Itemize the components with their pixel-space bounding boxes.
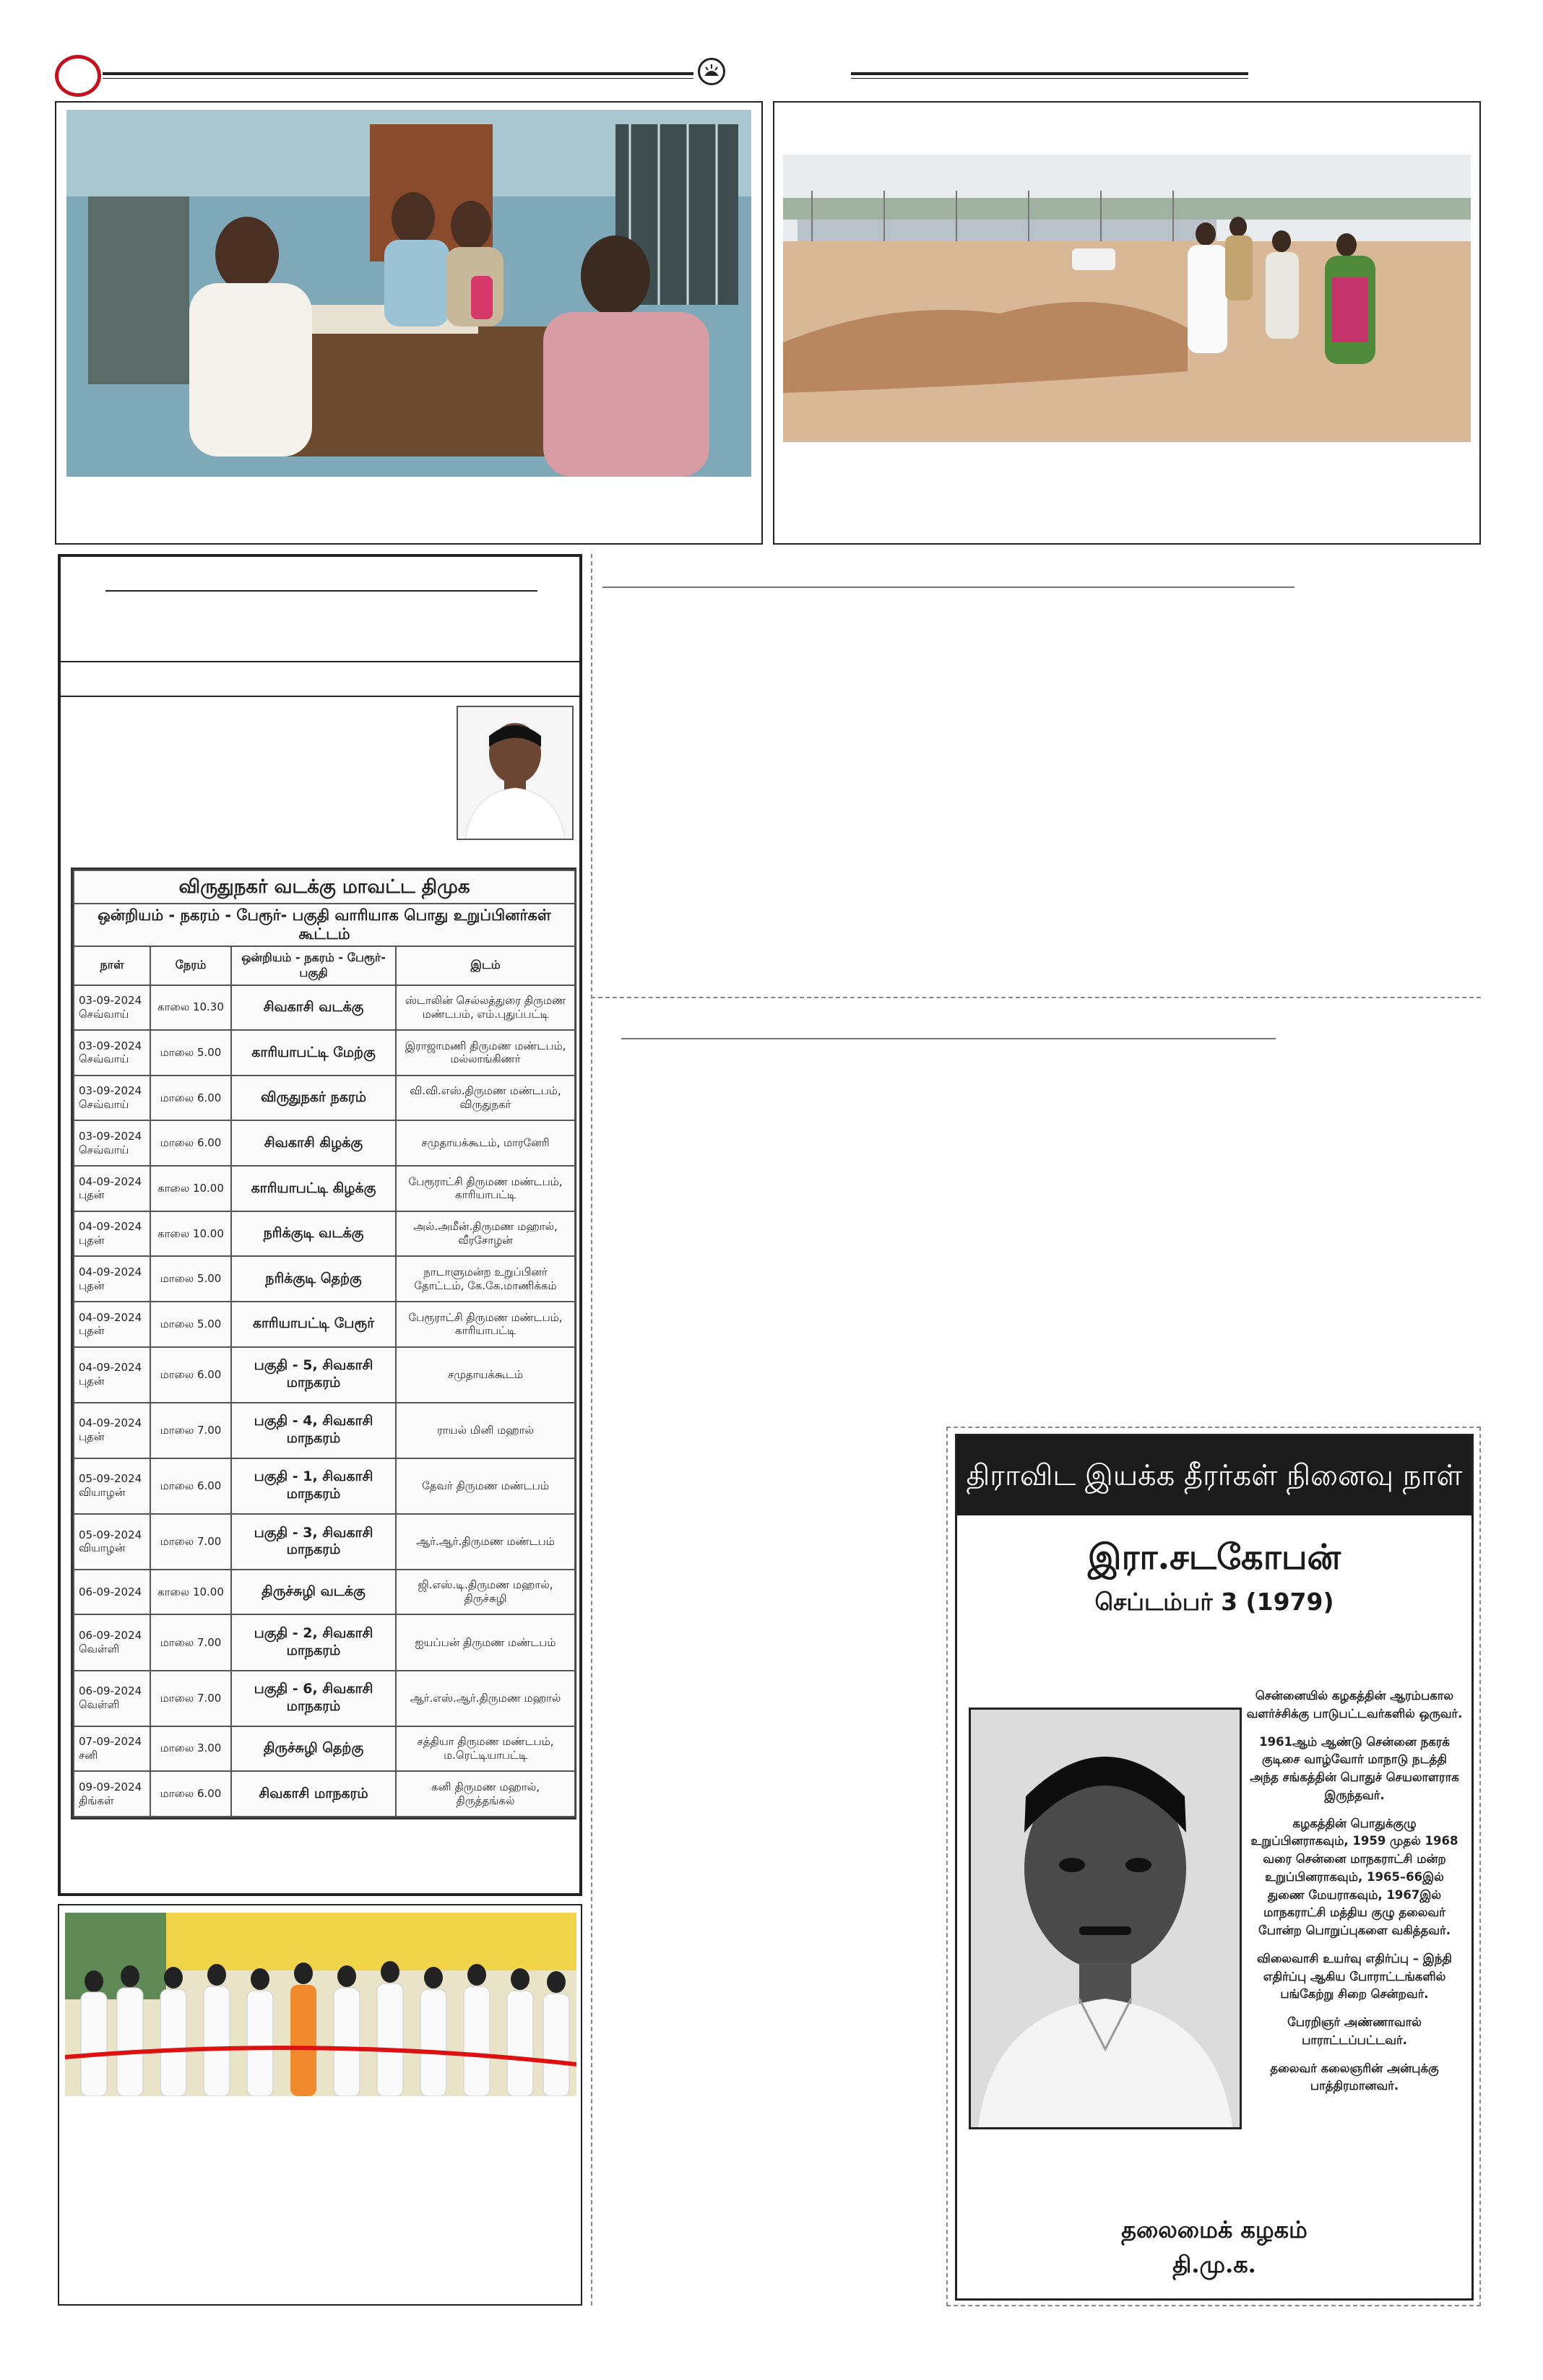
date-cell [74, 1614, 150, 1670]
date-value: 04-09-2024 [79, 1265, 142, 1278]
area-cell: நரிக்குடி தெற்கு [231, 1256, 396, 1302]
header-rule-right [851, 72, 1248, 75]
day-value: செவ்வாய் [79, 1007, 129, 1021]
area-cell: நரிக்குடி வடக்கு [231, 1211, 396, 1257]
table-row [74, 1076, 575, 1121]
page-number-marker [55, 55, 101, 97]
date-value: 03-09-2024 [79, 994, 142, 1008]
day-value: புதன் [79, 1324, 105, 1338]
time-cell: மாலை 3.00 [150, 1726, 231, 1772]
tribute-ad-outer [946, 1427, 1481, 2306]
table-row [74, 1671, 575, 1726]
header-rule-left-thin [103, 78, 693, 79]
portrait-photo [457, 706, 574, 840]
table-row [74, 1570, 575, 1615]
area-cell: பகுதி - 1, சிவகாசி மாநகரம் [231, 1458, 396, 1514]
venue-cell: ஆர்.ஆர்.திருமண மண்டபம் [396, 1514, 575, 1570]
venue-cell: பேரூராட்சி திருமண மண்டபம், காரியாபட்டி [396, 1166, 575, 1211]
venue-cell: கனி திருமண மஹால், திருத்தங்கல் [396, 1771, 575, 1817]
table-row [74, 1614, 575, 1670]
date-cell [74, 1120, 150, 1166]
article-separator-dashed [591, 997, 1481, 998]
area-cell: பகுதி - 5, சிவகாசி மாநகரம் [231, 1347, 396, 1403]
day-value: திங்கள் [79, 1793, 114, 1807]
time-cell: காலை 10.00 [150, 1211, 231, 1257]
date-cell [74, 1302, 150, 1347]
tribute-bio [1246, 1687, 1463, 2106]
venue-cell: ஐயப்பன் திருமண மண்டபம் [396, 1614, 575, 1670]
time-cell: காலை 10.30 [150, 985, 231, 1031]
time-cell: மாலை 7.00 [150, 1614, 231, 1670]
venue-cell: அல்.அமீன்.திருமண மஹால், வீரசோழன் [396, 1211, 575, 1257]
day-value: சனி [79, 1748, 98, 1762]
table-row [74, 1211, 575, 1257]
table-row [74, 1726, 575, 1772]
venue-cell: சமுதாயக்கூடம், மாரனேரி [396, 1120, 575, 1166]
bio-paragraph: தலைவர் கலைஞரின் அன்புக்கு பாத்திரமானவர். [1270, 2061, 1439, 2093]
table-row [74, 1302, 575, 1347]
column-header: ஒன்றியம் - நகரம் - பேரூர்- பகுதி [231, 946, 396, 985]
date-value: 06-09-2024 [79, 1629, 142, 1643]
area-cell: பகுதி - 2, சிவகாசி மாநகரம் [231, 1614, 396, 1670]
table-row [74, 1030, 575, 1076]
photo-ribbon-cutting [65, 1913, 576, 2096]
venue-cell: பேரூராட்சி திருமண மண்டபம், காரியாபட்டி [396, 1302, 575, 1347]
date-cell [74, 1211, 150, 1257]
time-cell: மாலை 5.00 [150, 1302, 231, 1347]
venue-cell: இராஜாமணி திருமண மண்டபம், மல்லாங்கிணர் [396, 1030, 575, 1076]
rising-sun-emblem-icon [698, 58, 725, 85]
table-row [74, 985, 575, 1031]
bio-paragraph: சென்னையில் கழகத்தின் ஆரம்பகால வளர்ச்சிக்கு பாடுபட்டவர்களில் ஒருவர். [1246, 1689, 1463, 1721]
venue-cell: சத்தியா திருமண மண்டபம், ம.ரெட்டியாபட்டி [396, 1726, 575, 1772]
table-row [74, 1120, 575, 1166]
time-cell: மாலை 6.00 [150, 1076, 231, 1121]
article-divider-1 [61, 661, 579, 662]
day-value: வியாழன் [79, 1486, 126, 1500]
tribute-date: செப்டம்பர் 3 (1979) [1094, 1588, 1334, 1616]
venue-cell: சமுதாயக்கூடம் [396, 1347, 575, 1403]
column-header: நாள் [74, 946, 150, 985]
header-rule-right-thin [851, 78, 1248, 79]
date-value: 07-09-2024 [79, 1735, 142, 1749]
day-value: வியாழன் [79, 1541, 126, 1555]
time-cell: காலை 10.00 [150, 1166, 231, 1211]
area-cell: காரியாபட்டி பேரூர் [231, 1302, 396, 1347]
schedule-title: விருதுநகர் வடக்கு மாவட்ட திமுக [74, 870, 575, 904]
area-cell: காரியாபட்டி கிழக்கு [231, 1166, 396, 1211]
schedule-article-box [58, 554, 582, 1896]
date-value: 04-09-2024 [79, 1361, 142, 1375]
date-value: 03-09-2024 [79, 1039, 142, 1052]
column-header: இடம் [396, 946, 575, 985]
date-value: 04-09-2024 [79, 1310, 142, 1324]
venue-cell: ராயல் மினி மஹால் [396, 1403, 575, 1458]
date-value: 03-09-2024 [79, 1084, 142, 1098]
area-cell: திருச்சுழி தெற்கு [231, 1726, 396, 1772]
date-value: 06-09-2024 [79, 1684, 142, 1698]
column-separator [591, 554, 592, 2306]
day-value: புதன் [79, 1278, 105, 1292]
date-value: 04-09-2024 [79, 1416, 142, 1430]
time-cell: மாலை 5.00 [150, 1256, 231, 1302]
table-row [74, 1771, 575, 1817]
area-cell: காரியாபட்டி மேற்கு [231, 1030, 396, 1076]
date-cell [74, 1076, 150, 1121]
tribute-name: இரா.சடகோபன் [1087, 1537, 1341, 1578]
day-value: புதன் [79, 1234, 105, 1247]
photo-office-meeting [66, 110, 751, 477]
article-divider-2 [61, 696, 579, 697]
area-cell: சிவகாசி மாநகரம் [231, 1771, 396, 1817]
date-value: 06-09-2024 [79, 1585, 142, 1598]
table-row [74, 1347, 575, 1403]
time-cell: மாலை 7.00 [150, 1514, 231, 1570]
area-cell: பகுதி - 3, சிவகாசி மாநகரம் [231, 1514, 396, 1570]
bio-paragraph: 1961ஆம் ஆண்டு சென்னை நகரக் குடிசை வாழ்வோர் மாநாடு நடத்தி அந்த சங்கத்தின் பொதுச் செயலாளராக இருந்தவர். [1250, 1734, 1459, 1802]
date-cell [74, 1771, 150, 1817]
day-value: செவ்வாய் [79, 1143, 129, 1156]
area-cell: திருச்சுழி வடக்கு [231, 1570, 396, 1615]
date-cell [74, 1726, 150, 1772]
bio-paragraph: கழகத்தின் பொதுக்குழு உறுப்பினராகவும், 1959 முதல் 1968 வரை சென்னை மாநகராட்சி மன்ற உறுப்பினராகவும், 1965–66இல் துணை மேயராகவும், 1967இல் மாநகராட்சி மத்திய குழு தலைவர் போன்ற பொறுப்புகளை வகித்தவர். [1250, 1816, 1458, 1937]
tribute-portrait [969, 1708, 1242, 2129]
time-cell: மாலை 7.00 [150, 1403, 231, 1458]
date-cell [74, 1347, 150, 1403]
article-rule-2 [621, 1038, 1276, 1039]
area-cell: பகுதி - 6, சிவகாசி மாநகரம் [231, 1671, 396, 1726]
schedule-table-frame [71, 867, 576, 1819]
area-cell: சிவகாசி வடக்கு [231, 985, 396, 1031]
schedule-subtitle: ஒன்றியம் - நகரம் - பேரூர்- பகுதி வாரியாக பொது உறுப்பினர்கள் கூட்டம் [74, 904, 575, 946]
tribute-header: திராவிட இயக்க தீரர்கள் நினைவு நாள் [957, 1436, 1471, 1515]
table-row [74, 1166, 575, 1211]
date-cell [74, 1403, 150, 1458]
date-value: 04-09-2024 [79, 1220, 142, 1234]
venue-cell: ஸ்டாலின் செல்லத்துரை திருமண மண்டபம், எம்.புதுப்பட்டி [396, 985, 575, 1031]
date-value: 09-09-2024 [79, 1780, 142, 1793]
date-cell [74, 1570, 150, 1615]
venue-cell: நாடாளுமன்ற உறுப்பினர் தோட்டம், கே.கே.மாணிக்கம் [396, 1256, 575, 1302]
date-cell [74, 1671, 150, 1726]
date-value: 03-09-2024 [79, 1129, 142, 1143]
venue-cell: ஆர்.எஸ்.ஆர்.திருமண மஹால் [396, 1671, 575, 1726]
header-rule-left [103, 72, 693, 75]
time-cell: மாலை 6.00 [150, 1120, 231, 1166]
date-value: 04-09-2024 [79, 1174, 142, 1188]
day-value: செவ்வாய் [79, 1098, 129, 1112]
bio-paragraph: விலைவாசி உயர்வு எதிர்ப்பு – இந்தி எதிர்ப்பு ஆகிய போராட்டங்களில் பங்கேற்று சிறை சென்றவர். [1257, 1951, 1452, 2002]
day-value: புதன் [79, 1375, 105, 1388]
article-rule-1 [602, 587, 1295, 588]
date-value: 05-09-2024 [79, 1528, 142, 1541]
date-cell [74, 1166, 150, 1211]
photo-box-inauguration [58, 1904, 582, 2306]
table-row [74, 1514, 575, 1570]
day-value: செவ்வாய் [79, 1052, 129, 1066]
date-value: 05-09-2024 [79, 1472, 142, 1486]
table-row [74, 1458, 575, 1514]
time-cell: மாலை 6.00 [150, 1458, 231, 1514]
table-row [74, 1256, 575, 1302]
time-cell: காலை 10.00 [150, 1570, 231, 1615]
day-value: வெள்ளி [79, 1698, 120, 1712]
tribute-footer-party: தி.மு.க. [1172, 2251, 1256, 2278]
photo-box-site [773, 101, 1481, 545]
venue-cell: தேவர் திருமண மண்டபம் [396, 1458, 575, 1514]
area-cell: பகுதி - 4, சிவகாசி மாநகரம் [231, 1403, 396, 1458]
date-cell [74, 1458, 150, 1514]
date-cell [74, 985, 150, 1031]
schedule-table [73, 870, 576, 1817]
day-value: புதன் [79, 1188, 105, 1202]
time-cell: மாலை 6.00 [150, 1347, 231, 1403]
time-cell: மாலை 7.00 [150, 1671, 231, 1726]
area-cell: சிவகாசி கிழக்கு [231, 1120, 396, 1166]
day-value: வெள்ளி [79, 1642, 120, 1656]
bio-paragraph: பேரறிஞர் அண்ணாவால் பாராட்டப்பட்டவர். [1287, 2015, 1422, 2047]
tribute-ad [955, 1434, 1474, 2301]
photo-box-office [55, 101, 763, 545]
photo-site-inspection [783, 155, 1471, 442]
article-headline-rule [105, 590, 537, 592]
time-cell: மாலை 5.00 [150, 1030, 231, 1076]
date-cell [74, 1256, 150, 1302]
column-header: நேரம் [150, 946, 231, 985]
tribute-footer-org: தலைமைக் கழகம் [1121, 2216, 1308, 2243]
table-row [74, 1403, 575, 1458]
day-value: புதன் [79, 1430, 105, 1444]
area-cell: விருதுநகர் நகரம் [231, 1076, 396, 1121]
date-cell [74, 1514, 150, 1570]
venue-cell: வி.வி.எஸ்.திருமண மண்டபம், விருதுநகர் [396, 1076, 575, 1121]
time-cell: மாலை 6.00 [150, 1771, 231, 1817]
venue-cell: ஜி.எஸ்.டி.திருமண மஹால், திருச்சுழி [396, 1570, 575, 1615]
date-cell [74, 1030, 150, 1076]
